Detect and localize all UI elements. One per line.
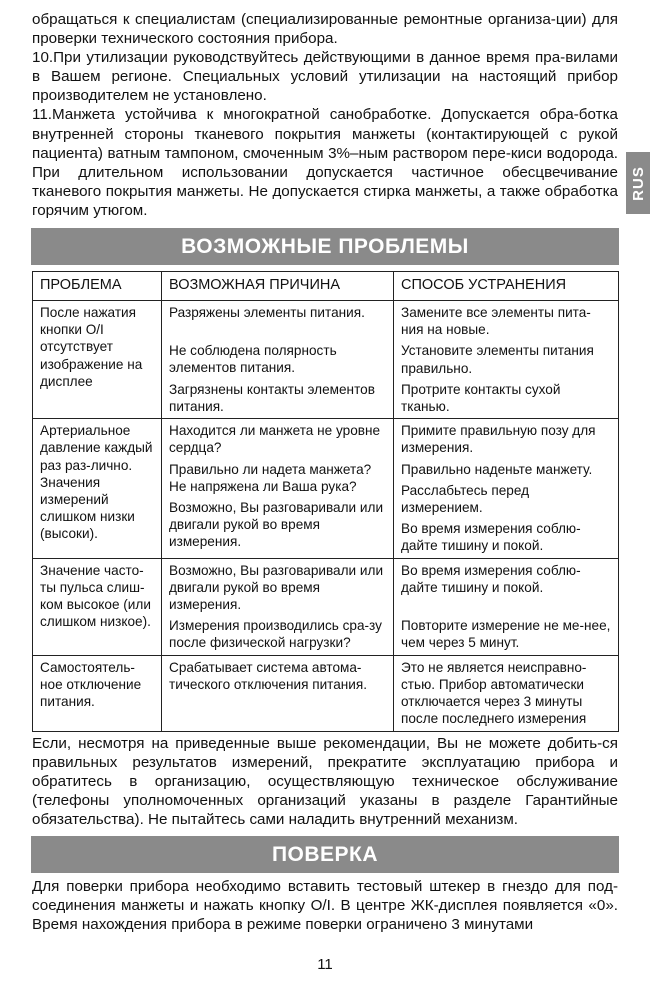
table-row bbox=[33, 419, 619, 558]
header-problem: ПРОБЛЕМА bbox=[33, 272, 162, 301]
cause-item: Срабатывает система автома-тического отключения питания. bbox=[169, 659, 368, 692]
cause-cell bbox=[162, 419, 394, 558]
remedy-cell bbox=[394, 419, 619, 558]
verification-paragraph: Для поверки прибора необходимо вставить тестовый штекер в гнездо для под-соединения манжеты и нажать кнопку O/I. В центре ЖК-дисплея появляется «0». Время нахождения прибора в режиме поверки ограничено 3 минутами bbox=[32, 877, 618, 934]
remedy-item: Протрите контакты сухой тканью. bbox=[401, 381, 561, 415]
problems-section-title: ВОЗМОЖНЫЕ ПРОБЛЕМЫ bbox=[31, 228, 619, 265]
cause-item: Разряжены элементы питания. bbox=[169, 305, 365, 321]
remedy-item: Установите элементы питания правильно. bbox=[401, 343, 594, 376]
header-cause: ВОЗМОЖНАЯ ПРИЧИНА bbox=[162, 272, 394, 301]
cause-item: Правильно ли надета манжета? Не напряжена ли Ваша рука? bbox=[169, 461, 372, 494]
problem-cell: Значение часто-ты пульса слиш-ком высокое (или слишком низкое). bbox=[33, 558, 162, 655]
cause-item: Не соблюдена полярность элементов питания. bbox=[169, 343, 337, 376]
page-number: 11 bbox=[317, 956, 333, 973]
remedy-item: Примите правильную позу для измерения. bbox=[401, 423, 596, 456]
table-header-row bbox=[33, 272, 619, 301]
cause-item: Возможно, Вы разговаривали или двигали рукой во время измерения. bbox=[169, 562, 384, 613]
cause-item: Возможно, Вы разговаривали или двигали рукой во время измерения. bbox=[169, 500, 384, 550]
cause-item: Загрязнены контакты элементов питания. bbox=[169, 381, 375, 414]
language-tab bbox=[626, 152, 650, 214]
remedy-cell bbox=[394, 558, 619, 655]
remedy-item: Это не является неисправно-стью. Прибор автоматически отключается через 3 минуты после последнего измерения bbox=[401, 659, 587, 727]
after-table-paragraph: Если, несмотря на приведенные выше рекомендации, Вы не можете добить-ся правильных результатов измерений, прекратите эксплуатацию прибора и обратитесь в организацию, осуществляющую техническое обслуживание (телефоны уполномоченных организаций указаны в разделе Гарантийные обязательства). Не пытайтесь сами наладить внутренний механизм. bbox=[32, 734, 618, 828]
remedy-item: Замените все элементы пита-ния на новые. bbox=[401, 305, 591, 338]
remedy-item: Расслабьтесь перед измерением. bbox=[401, 482, 530, 516]
remedy-item: Во время измерения соблю-дайте тишину и покой. bbox=[401, 562, 581, 595]
table-row bbox=[33, 655, 619, 731]
intro-paragraph-1: обращаться к специалистам (специализированные ремонтные организа-ции) для проверки технического состояния прибора. bbox=[32, 11, 618, 48]
intro-paragraph-3: 11.Манжета устойчива к многократной санобработке. Допускается обра-ботка внутренней стороны тканевого покрытия манжеты (контактирующей с рукой пациента) ватным тампоном, смоченным 3%–ным раствором пере-киси водорода. При длительном использовании допускается частичное обесцвечивание тканевого покрытия манжеты. Не допускается стирка манжеты, а также обработка горячим утюгом. bbox=[32, 106, 618, 219]
verification-section-title: ПОВЕРКА bbox=[31, 836, 619, 873]
remedy-item: Правильно наденьте манжету. bbox=[401, 461, 593, 477]
table-row bbox=[33, 301, 619, 419]
table-row bbox=[33, 558, 619, 655]
cause-item: Находится ли манжета не уровне сердца? bbox=[169, 423, 381, 456]
header-remedy: СПОСОБ УСТРАНЕНИЯ bbox=[394, 272, 619, 301]
language-tab-label: RUS bbox=[629, 165, 647, 201]
remedy-cell bbox=[394, 301, 619, 419]
remedy-item: Во время измерения соблю-дайте тишину и покой. bbox=[401, 521, 581, 554]
page-content bbox=[32, 10, 618, 934]
problems-table bbox=[32, 271, 619, 731]
problem-cell: Артериальное давление каждый раз раз-лично. Значения измерений слишком низки (высоки). bbox=[33, 419, 162, 558]
intro-paragraph-2: 10.При утилизации руководствуйтесь действующими в данное время пра-вилами в Вашем регионе. Специальных условий утилизации на настоящий прибор производителем не установлено. bbox=[32, 49, 618, 105]
blank-line bbox=[401, 600, 612, 617]
remedy-item: Повторите измерение не ме-нее, чем через 5 минут. bbox=[401, 618, 611, 651]
cause-cell bbox=[162, 558, 394, 655]
cause-cell bbox=[162, 655, 394, 731]
blank-line bbox=[169, 325, 387, 342]
problem-cell: Самостоятель-ное отключение питания. bbox=[33, 655, 162, 731]
problem-cell: После нажатия кнопки O/I отсутствует изображение на дисплее bbox=[33, 301, 162, 419]
cause-item: Измерения производились сра-зу после физической нагрузки? bbox=[169, 618, 382, 651]
cause-cell bbox=[162, 301, 394, 419]
remedy-cell bbox=[394, 655, 619, 731]
